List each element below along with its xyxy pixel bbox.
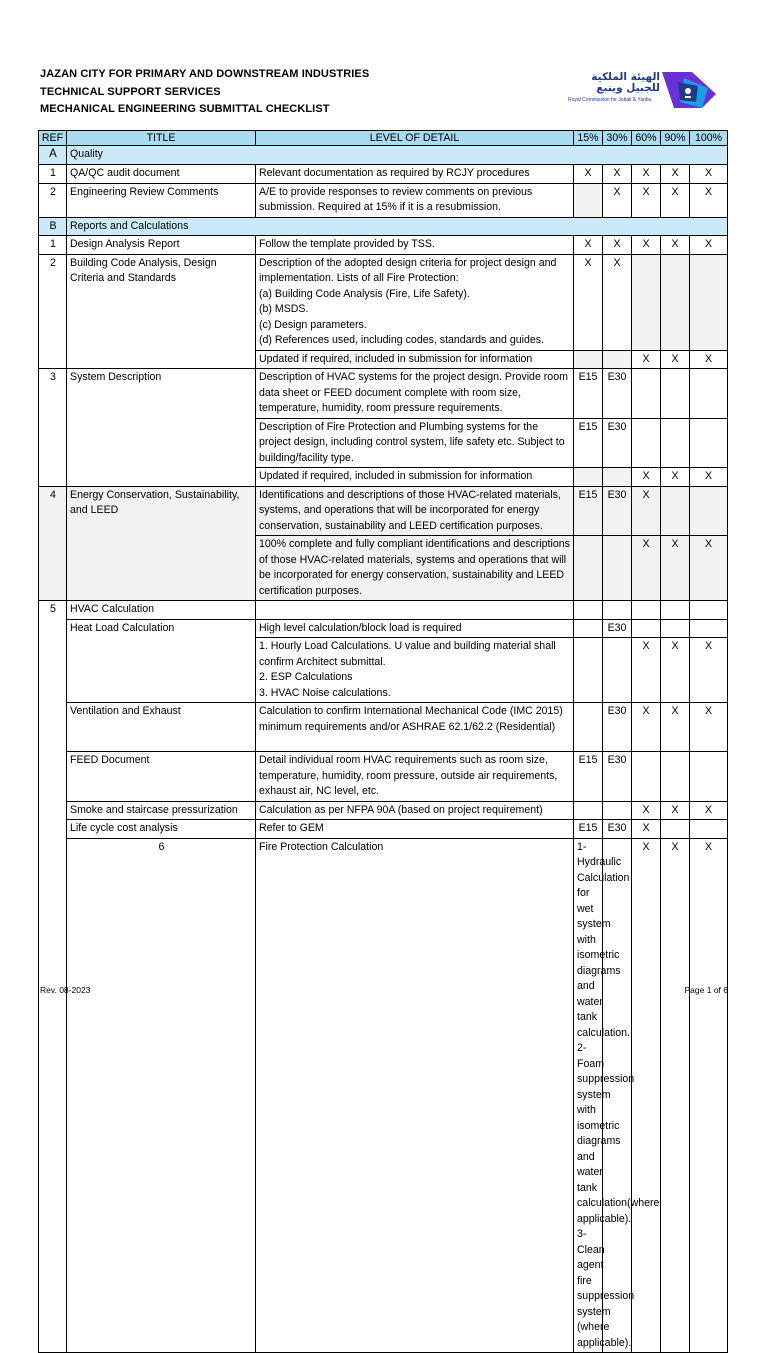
cell-60: X (632, 236, 661, 255)
cell-15 (574, 183, 603, 217)
section-title: Reports and Calculations (67, 217, 728, 236)
cell-15 (574, 601, 603, 620)
cell-100: X (690, 183, 728, 217)
table-row (39, 820, 728, 839)
table-header-row (39, 131, 728, 146)
col-header-60: 60% (632, 131, 661, 146)
cell-90: X (661, 703, 690, 752)
cell-30: X (603, 164, 632, 183)
logo-arabic-text (566, 72, 660, 94)
logo-arabic-line-2: للجبيل وينبع (596, 82, 660, 94)
row-subtitle: Ventilation and Exhaust (67, 703, 256, 752)
row-ref: 2 (39, 254, 67, 369)
detail-intro: Description of the adopted design criteria for project design and implementation. Lists of all Fire Protection: (259, 256, 557, 284)
cell-60: X (632, 350, 661, 369)
section-title: Quality (67, 146, 728, 165)
row-subtitle: Life cycle cost analysis (67, 820, 256, 839)
cell-60: X (632, 638, 661, 703)
cell-60: X (632, 486, 661, 536)
cell-100: X (690, 236, 728, 255)
cell-90: X (661, 350, 690, 369)
row-detail: Description of Fire Protection and Plumbing systems for the project design, including control system, life safety etc. Subject to building/facility type. (256, 418, 574, 468)
row-detail: Detail individual room HVAC requirements such as room size, temperature, humidity, room pressure, outside air requirements, exhaust air, NC level, etc. (256, 752, 574, 802)
page-number: Page 1 of 6 (684, 985, 728, 995)
table-row (39, 619, 728, 638)
col-header-90: 90% (661, 131, 690, 146)
cell-90: X (661, 536, 690, 601)
detail-item: (b) MSDS. (259, 303, 309, 315)
cell-100 (690, 418, 728, 468)
cell-90 (661, 418, 690, 468)
cell-60 (632, 752, 661, 802)
cell-100: X (690, 164, 728, 183)
cell-15: X (574, 164, 603, 183)
row-ref: 2 (39, 183, 67, 217)
cell-15 (574, 468, 603, 487)
table-row (39, 486, 728, 536)
cell-100 (690, 369, 728, 419)
row-detail: 100% complete and fully compliant identifications and descriptions of those HVAC-related materials, systems and operations that will be incorporated for energy conservation, sustainability and LEED certification purposes. (256, 536, 574, 601)
cell-100: X (690, 468, 728, 487)
detail-item: 3- Clean agent fire suppression system (where applicable). (577, 1228, 635, 1349)
cell-90 (661, 752, 690, 802)
cell-30 (603, 350, 632, 369)
row-detail: Description of HVAC systems for the project design. Provide room data sheet or FEED document complete with room size, temperature, humidity, room pressure requirements. (256, 369, 574, 419)
row-title: QA/QC audit document (67, 164, 256, 183)
row-ref: 1 (39, 164, 67, 183)
royal-commission-logo (566, 72, 718, 110)
cell-90 (661, 254, 690, 350)
detail-item: (a) Building Code Analysis (Fire, Life Safety). (259, 287, 470, 300)
cell-100 (690, 486, 728, 536)
cell-30: E30 (603, 369, 632, 419)
cell-15 (574, 638, 603, 703)
cell-100 (690, 619, 728, 638)
row-title: Fire Protection Calculation (256, 838, 574, 1353)
cell-30 (603, 638, 632, 703)
row-detail (256, 601, 574, 620)
cell-30: E30 (603, 619, 632, 638)
row-title: HVAC Calculation (67, 601, 256, 620)
row-detail: Follow the template provided by TSS. (256, 236, 574, 255)
cell-100: X (690, 703, 728, 752)
cell-30: X (603, 254, 632, 350)
document-title: MECHANICAL ENGINEERING SUBMITTAL CHECKLIST (40, 103, 330, 115)
cell-100: X (690, 536, 728, 601)
cell-60: X (661, 838, 690, 1353)
cell-90 (661, 486, 690, 536)
row-title: Design Analysis Report (67, 236, 256, 255)
cell-60 (632, 601, 661, 620)
section-ref: A (39, 146, 67, 165)
detail-item: 1. Hourly Load Calculations. U value and building material shall confirm Architect submittal. (259, 640, 556, 668)
cell-90: X (661, 638, 690, 703)
cell-60 (632, 619, 661, 638)
section-row-reports (39, 217, 728, 236)
cell-15 (574, 536, 603, 601)
cell-60: X (632, 536, 661, 601)
cell-100 (690, 820, 728, 839)
table-row (39, 838, 728, 1353)
cell-30: E30 (603, 820, 632, 839)
cell-15 (574, 801, 603, 820)
row-subtitle: Heat Load Calculation (67, 619, 256, 703)
col-header-30: 30% (603, 131, 632, 146)
cell-15: X (574, 236, 603, 255)
cell-30: X (632, 838, 661, 1353)
cell-15: E15 (574, 820, 603, 839)
row-detail: Identifications and descriptions of those HVAC-related materials, systems, and operations that will be incorporated for energy conservation, sustainability and LEED certification purposes. (256, 486, 574, 536)
cell-15: X (574, 254, 603, 350)
cell-30 (603, 468, 632, 487)
organization-name: JAZAN CITY FOR PRIMARY AND DOWNSTREAM INDUSTRIES (40, 68, 370, 80)
cell-15 (574, 703, 603, 752)
cell-30 (603, 801, 632, 820)
cell-30: X (603, 236, 632, 255)
detail-item: 2. ESP Calculations (259, 671, 353, 683)
row-ref: 3 (39, 369, 67, 487)
col-header-detail: LEVEL OF DETAIL (256, 131, 574, 146)
table-row (39, 601, 728, 620)
row-detail: High level calculation/block load is required (256, 619, 574, 638)
row-detail (256, 254, 574, 350)
cell-90 (661, 601, 690, 620)
detail-item: (d) References used, including codes, standards and guides. (259, 334, 545, 346)
table-row (39, 164, 728, 183)
row-detail: Relevant documentation as required by RCJY procedures (256, 164, 574, 183)
cell-90: X (690, 838, 728, 1353)
cell-15: E15 (574, 418, 603, 468)
cell-60 (632, 369, 661, 419)
row-title: System Description (67, 369, 256, 487)
row-ref: 6 (67, 838, 256, 1353)
cell-90 (661, 619, 690, 638)
cell-100: X (690, 801, 728, 820)
cell-90: X (661, 164, 690, 183)
row-title: Engineering Review Comments (67, 183, 256, 217)
row-ref: 5 (39, 601, 67, 1353)
row-detail (256, 638, 574, 703)
row-subtitle: FEED Document (67, 752, 256, 802)
row-detail (574, 838, 660, 1353)
table-row (39, 369, 728, 419)
table-row (39, 801, 728, 820)
row-title: Energy Conservation, Sustainability, and LEED (67, 486, 256, 601)
cell-15 (574, 350, 603, 369)
cell-15 (574, 619, 603, 638)
cell-15: E15 (574, 369, 603, 419)
row-detail: Updated if required, included in submission for information (256, 468, 574, 487)
section-ref: B (39, 217, 67, 236)
cell-90 (661, 369, 690, 419)
submittal-checklist-table (38, 130, 728, 1353)
cell-100: X (690, 350, 728, 369)
cell-60 (632, 254, 661, 350)
royal-commission-emblem-icon (662, 72, 716, 108)
detail-item: 3. HVAC Noise calculations. (259, 686, 391, 699)
col-header-ref: REF (39, 131, 67, 146)
table-row (39, 703, 728, 752)
cell-60 (632, 418, 661, 468)
row-ref: 1 (39, 236, 67, 255)
section-row-quality (39, 146, 728, 165)
col-header-100: 100% (690, 131, 728, 146)
cell-30: E30 (603, 703, 632, 752)
table-row (39, 752, 728, 802)
document-header (40, 66, 370, 119)
logo-arabic-line-1: الهيئة الملكية (591, 71, 660, 83)
row-ref: 4 (39, 486, 67, 601)
cell-60: X (632, 801, 661, 820)
cell-30 (603, 536, 632, 601)
cell-100 (690, 601, 728, 620)
cell-60: X (632, 820, 661, 839)
row-title: Building Code Analysis, Design Criteria and Standards (67, 254, 256, 369)
col-header-15: 15% (574, 131, 603, 146)
row-detail: A/E to provide responses to review comments on previous submission. Required at 15% if it is a resubmission. (256, 183, 574, 217)
table-row (39, 236, 728, 255)
cell-15: E15 (574, 486, 603, 536)
detail-item: (c) Design parameters. (259, 318, 367, 331)
detail-item: 1- Hydraulic Calculation for wet system with isometric diagrams and water tank calculation. (577, 840, 630, 1039)
cell-60: X (632, 183, 661, 217)
row-detail: Updated if required, included in submission for information (256, 350, 574, 369)
cell-30: E30 (603, 418, 632, 468)
logo-english-text: Royal Commission for Jubail & Yanbu (568, 97, 652, 103)
cell-15: E15 (574, 752, 603, 802)
department-name: TECHNICAL SUPPORT SERVICES (40, 85, 221, 98)
table-row (39, 254, 728, 350)
cell-60: X (632, 164, 661, 183)
detail-item: 2- Foam suppression system with isometric diagrams and water tank calculation(where applicable). (577, 1042, 660, 1225)
row-detail: Calculation as per NFPA 90A (based on project requirement) (256, 801, 574, 820)
revision-label: Rev. 08-2023 (40, 985, 91, 995)
cell-90 (661, 820, 690, 839)
cell-60: X (632, 468, 661, 487)
cell-100: X (690, 638, 728, 703)
table-row (39, 183, 728, 217)
row-detail: Refer to GEM (256, 820, 574, 839)
cell-90: X (661, 183, 690, 217)
cell-90: X (661, 468, 690, 487)
cell-30: E30 (603, 486, 632, 536)
cell-30 (603, 601, 632, 620)
cell-100 (690, 254, 728, 350)
cell-90: X (661, 236, 690, 255)
row-detail: Calculation to confirm International Mechanical Code (IMC 2015) minimum requirements and/or ASHRAE 62.1/62.2 (Residential) (256, 703, 574, 752)
cell-30: X (603, 183, 632, 217)
cell-90: X (661, 801, 690, 820)
col-header-title: TITLE (67, 131, 256, 146)
row-subtitle: Smoke and staircase pressurization (67, 801, 256, 820)
cell-100 (690, 752, 728, 802)
cell-30: E30 (603, 752, 632, 802)
cell-60: X (632, 703, 661, 752)
